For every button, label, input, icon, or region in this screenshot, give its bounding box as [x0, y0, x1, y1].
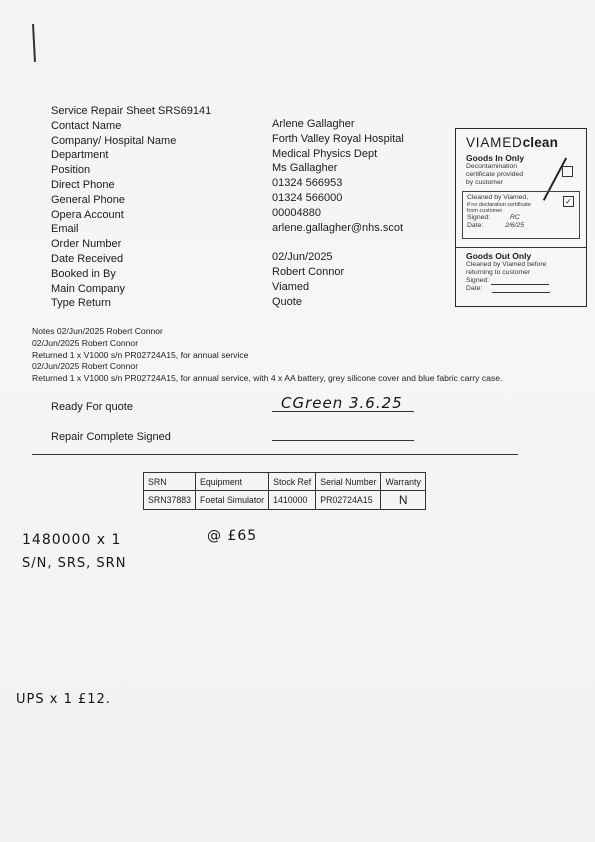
goods-out-line-2: returning to customer — [466, 269, 531, 276]
value-contact-name: Arlene Gallagher — [272, 118, 355, 130]
repair-complete-label: Repair Complete Signed — [51, 431, 171, 443]
handwritten-ups-line: UPS x 1 £12. — [16, 692, 111, 707]
label-company: Company/ Hospital Name — [51, 134, 177, 147]
ready-signature-line — [272, 411, 414, 412]
value-booked-in-by: Robert Connor — [272, 266, 345, 279]
value-date-received: 02/Jun/2025 — [272, 251, 333, 264]
table-header: Equipment — [196, 473, 269, 491]
label-position: Position — [51, 164, 91, 177]
goods-out-signed: Signed: — [456, 277, 586, 285]
cleaned-in-section — [462, 191, 580, 239]
goods-in-signed: Signed: RC — [467, 214, 520, 221]
label-type-return: Type Return — [51, 297, 111, 310]
label-date-received: Date Received — [51, 252, 124, 265]
notes-block — [32, 326, 502, 385]
value-position: Ms Gallagher — [272, 162, 338, 175]
table-header: Serial Number — [316, 473, 381, 491]
label-direct-phone: Direct Phone — [51, 178, 115, 191]
value-direct-phone: 01324 566953 — [272, 177, 343, 190]
table-row — [144, 491, 426, 510]
table-header: Stock Ref — [269, 473, 316, 491]
label-email: Email — [51, 223, 79, 236]
table-cell-serial: PR02724A15 — [316, 491, 381, 510]
ready-signature: CGreen 3.6.25 — [281, 394, 403, 412]
table-cell-srn: SRN37883 — [144, 491, 196, 510]
sheet-title: Service Repair Sheet SRS69141 — [51, 105, 212, 117]
table-cell-stock-ref: 1410000 — [269, 491, 316, 510]
value-main-company: Viamed — [272, 280, 310, 293]
goods-out-line-1: Cleaned by Viamed before — [466, 261, 547, 268]
label-department: Department — [51, 149, 109, 162]
label-main-company: Main Company — [51, 282, 125, 295]
ready-for-quote-label: Ready For quote — [51, 401, 133, 413]
goods-in-title: Goods In Only — [466, 153, 525, 163]
decon-line-1: Decontamination — [466, 163, 518, 170]
value-general-phone: 01324 566000 — [272, 191, 343, 204]
goods-in-signed-initials: RC — [509, 214, 520, 221]
table-header-row — [144, 473, 426, 491]
value-company: Forth Valley Royal Hospital — [272, 132, 404, 145]
table-header: Warranty — [381, 473, 425, 491]
note-line: 02/Jun/2025 Robert Connor — [32, 361, 139, 372]
repair-signature-line — [272, 440, 414, 441]
value-email: arlene.gallagher@nhs.scot — [272, 221, 404, 234]
cleaned-line-3: from customer — [467, 208, 503, 214]
cleaned-checkbox: ✓ — [563, 196, 574, 207]
table-header: SRN — [144, 473, 196, 491]
decon-checkbox — [562, 166, 573, 177]
goods-in-date: Date: 2/6/25 — [467, 222, 525, 229]
viamed-clean-box — [455, 128, 587, 307]
decon-line-2: certificate provided — [466, 171, 524, 178]
note-line: 02/Jun/2025 Robert Connor — [32, 337, 139, 348]
goods-out-date: Date: — [456, 285, 586, 293]
note-line: Notes 02/Jun/2025 Robert Connor — [32, 326, 163, 336]
note-line: Returned 1 x V1000 s/n PR02724A15, for annual service — [32, 349, 249, 360]
label-general-phone: General Phone — [51, 193, 125, 206]
decon-line-3: by customer — [466, 179, 504, 186]
viamed-clean-logo: VIAMEDclean — [466, 135, 559, 150]
handwritten-sn-note: S/N, SRS, SRN — [22, 556, 127, 571]
cleaned-line-1: Cleaned by Viamed, — [467, 194, 529, 201]
field-values — [272, 117, 442, 310]
goods-in-date-value: 2/6/25 — [505, 222, 525, 229]
label-contact-name: Contact Name — [51, 119, 122, 132]
equipment-table — [143, 472, 426, 510]
table-cell-equipment: Foetal Simulator — [196, 491, 269, 510]
value-type-return: Quote — [272, 295, 302, 308]
cleaned-line-2: if no declaration certificate — [467, 202, 531, 208]
value-opera-account: 00004880 — [272, 206, 321, 219]
goods-out-title: Goods Out Only — [466, 251, 532, 261]
handwritten-price: @ £65 — [207, 528, 258, 544]
label-opera-account: Opera Account — [51, 208, 124, 221]
section-divider — [32, 454, 518, 455]
label-order-number: Order Number — [51, 238, 122, 251]
note-line: Returned 1 x V1000 s/n PR02724A15, for annual service, with 4 x AA battery, grey silicone cover and blue fabric carry case. — [32, 373, 503, 384]
handwritten-part-qty: 1480000 x 1 — [22, 532, 122, 548]
label-booked-in-by: Booked in By — [51, 267, 116, 280]
pen-mark — [32, 24, 36, 62]
value-order-number — [272, 235, 442, 250]
table-cell-warranty: N — [381, 491, 425, 510]
value-department: Medical Physics Dept — [272, 147, 378, 160]
